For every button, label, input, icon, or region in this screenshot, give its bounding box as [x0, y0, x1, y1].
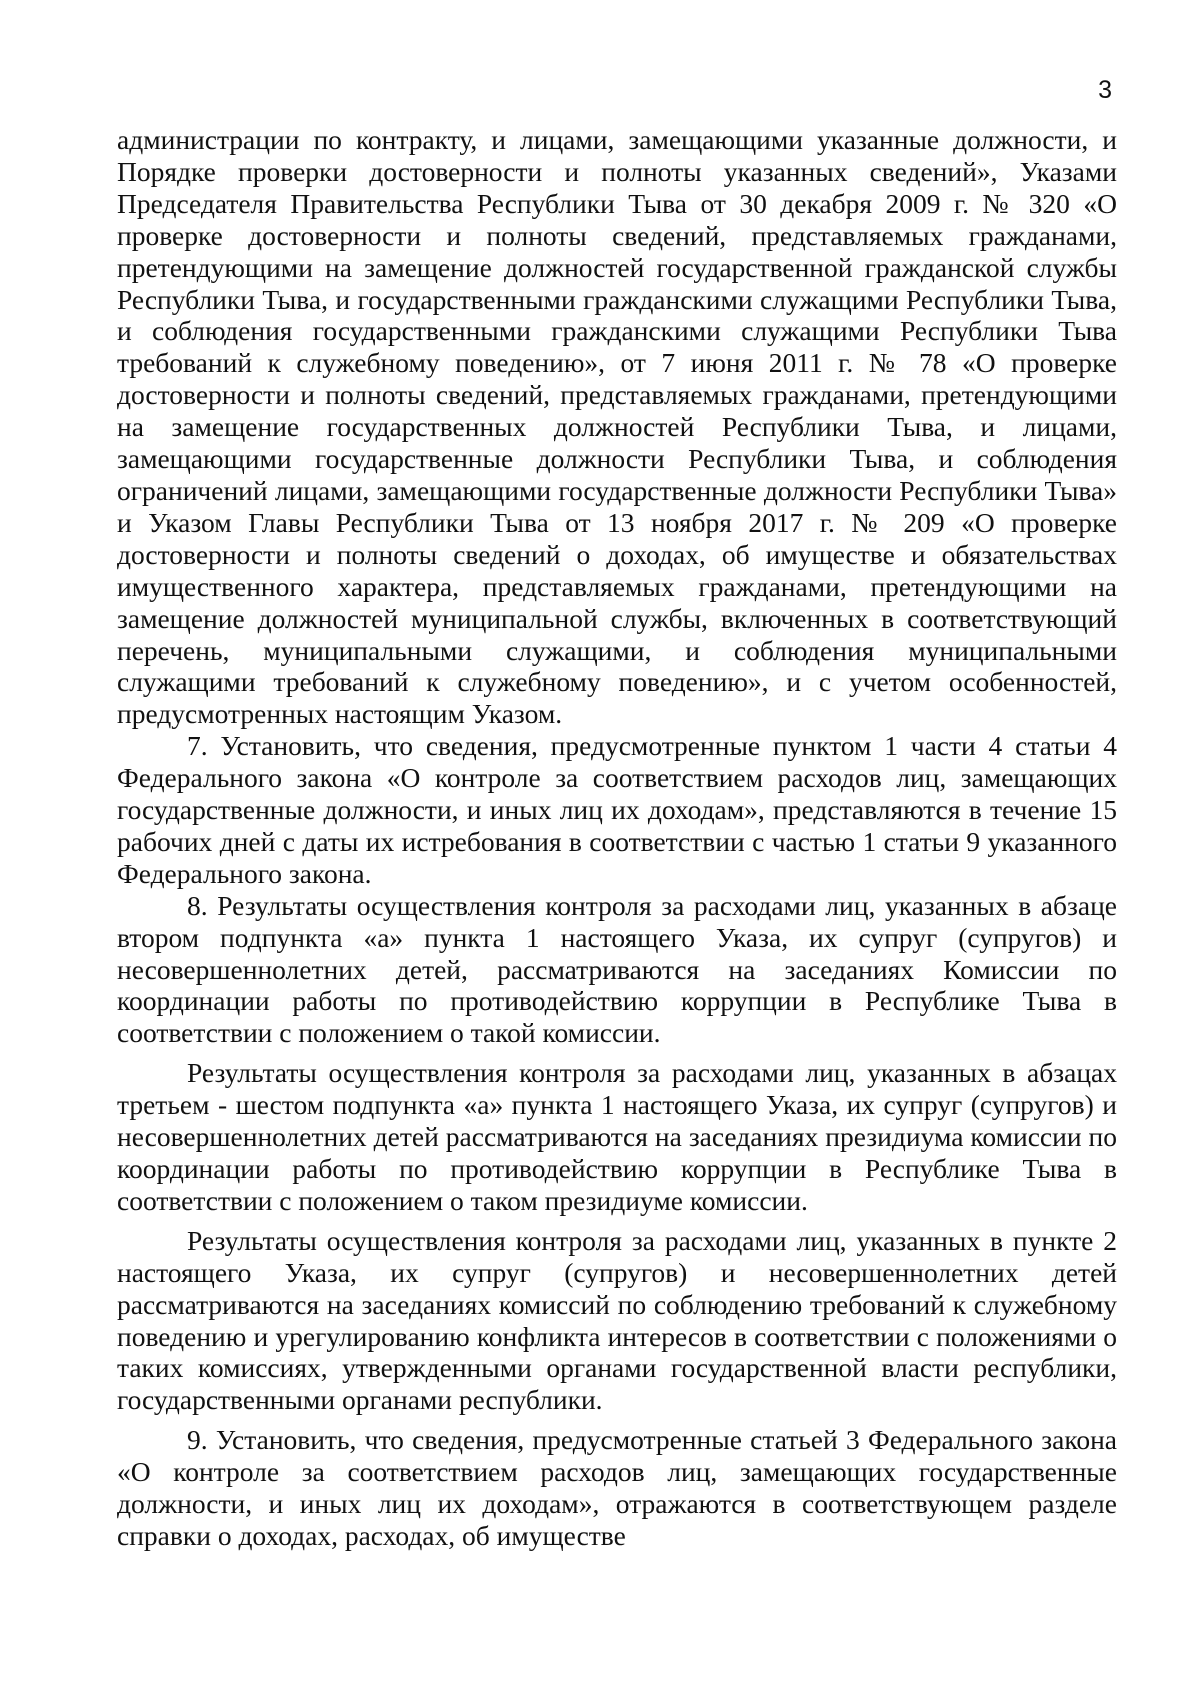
page-number: 3 — [1098, 76, 1112, 104]
paragraph-item-9: 9. Установить, что сведения, предусмотренные статьей 3 Федерального закона «О контроле за соответствием расходов лиц, замещающих государственные должности, и иных лиц их доходам», отражаются в соответствующем разделе справки о доходах, расходах, об имуществе — [117, 1424, 1117, 1551]
paragraph-item-8-part-3: Результаты осуществления контроля за расходами лиц, указанных в пункте 2 настоящего Указа, их супруг (супругов) и несовершеннолетних детей рассматриваются на заседаниях комиссий по соблюдению требований к служебному поведению и урегулированию конфликта интересов в соответствии с положениями о таких комиссиях, утвержденными органами государственной власти республики, государственными органами республики. — [117, 1224, 1117, 1416]
paragraph-item-7: 7. Установить, что сведения, предусмотренные пунктом 1 части 4 статьи 4 Федерального закона «О контроле за соответствием расходов лиц, замещающих государственные должности, и иных лиц их доходам», представляются в течение 15 рабочих дней с даты их истребования в соответствии с частью 1 статьи 9 указанного Федерального закона. — [117, 730, 1117, 889]
paragraph-item-8: 8. Результаты осуществления контроля за расходами лиц, указанных в абзаце втором подпункта «а» пункта 1 настоящего Указа, их супруг (супругов) и несовершеннолетних детей, рассматриваются на заседаниях Комиссии по координации работы по противодействию коррупции в Республике Тыва в соответствии с положением о такой комиссии. — [117, 889, 1117, 1049]
paragraph-continuation: администрации по контракту, и лицами, замещающими указанные должности, и Порядке проверки достоверности и полноты указанных сведений», Указами Председателя Правительства Республики Тыва от 30 декабря 2009 г. № 320 «О проверке достоверности и полноты сведений, представляемых гражданами, претендующими на замещение должностей государственной гражданской службы Республики Тыва, и государственными гражданскими служащими Республики Тыва, и соблюдения государственными гражданскими служащими Республики Тыва требований к служебному поведению», от 7 июня 2011 г. № 78 «О проверке достоверности и полноты сведений, представляемых гражданами, претендующими на замещение государственных должностей Республики Тыва, и лицами, замещающими государственные должности Республики Тыва, и соблюдения ограничений лицами, замещающими государственные должности Республики Тыва» и Указом Главы Республики Тыва от 13 ноября 2017 г. № 209 «О проверке достоверности и полноты сведений о доходах, об имуществе и обязательствах имущественного характера, представляемых гражданами, претендующими на замещение должностей муниципальной службы, включенных в соответствующий перечень, муниципальными служащими, и соблюдения муниципальными служащими требований к служебному поведению», и с учетом особенностей, предусмотренных настоящим Указом. — [117, 124, 1117, 730]
document-body — [117, 124, 1117, 1552]
paragraph-item-8-part-2: Результаты осуществления контроля за расходами лиц, указанных в абзацах третьем - шестом подпункта «а» пункта 1 настоящего Указа, их супруг (супругов) и несовершеннолетних детей рассматриваются на заседаниях президиума комиссии по координации работы по противодействию коррупции в Республике Тыва в соответствии с положением о таком президиуме комиссии. — [117, 1057, 1117, 1216]
